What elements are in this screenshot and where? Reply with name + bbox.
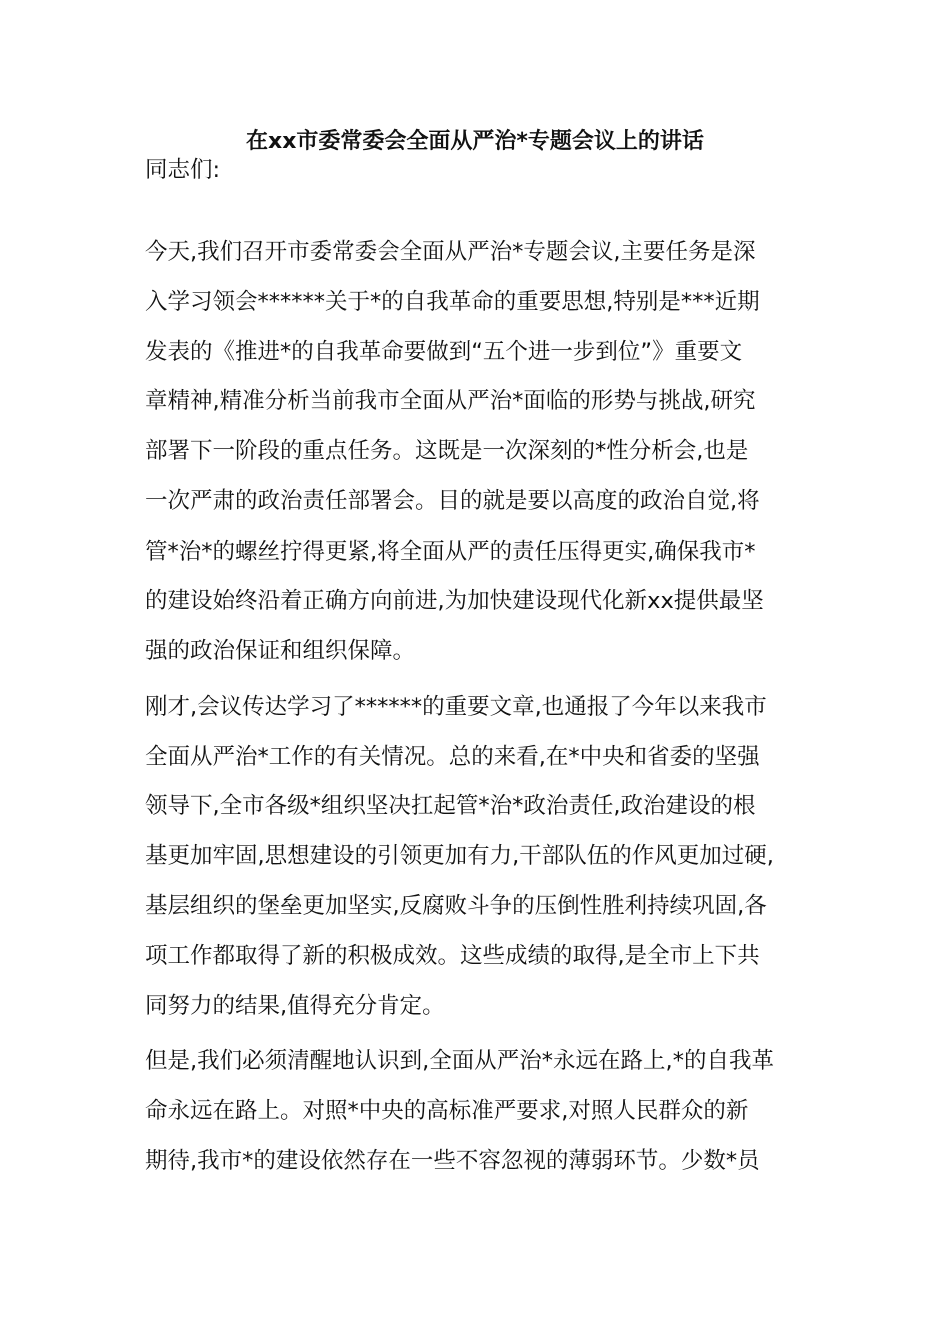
paragraph-line: 今天,我们召开市委常委会全面从严治*专题会议,主要任务是深 [145, 239, 756, 265]
paragraph-line: 管*治*的螺丝拧得更紧,将全面从严的责任压得更实,确保我市* [145, 539, 756, 565]
paragraph-line: 刚才,会议传达学习了******的重要文章,也通报了今年以来我市 [145, 694, 767, 720]
document-title: 在xx市委常委会全面从严治*专题会议上的讲话 [246, 129, 704, 154]
paragraph-line: 项工作都取得了新的积极成效。这些成绩的取得,是全市上下共 [145, 943, 760, 969]
paragraph-line: 同努力的结果,值得充分肯定。 [145, 993, 445, 1019]
paragraph-line: 发表的《推进*的自我革命要做到“五个进一步到位”》重要文 [145, 339, 743, 365]
salutation: 同志们: [145, 157, 221, 183]
paragraph-line: 领导下,全市各级*组织坚决扛起管*治*政治责任,政治建设的根 [145, 793, 756, 819]
paragraph-line: 全面从严治*工作的有关情况。总的来看,在*中央和省委的坚强 [145, 744, 760, 770]
paragraph-line: 但是,我们必须清醒地认识到,全面从严治*永远在路上,*的自我革 [145, 1048, 774, 1074]
paragraph-line: 章精神,精准分析当前我市全面从严治*面临的形势与挑战,研究 [145, 388, 756, 414]
paragraph-line: 基更加牢固,思想建设的引领更加有力,干部队伍的作风更加过硬, [145, 843, 774, 869]
paragraph-line: 命永远在路上。对照*中央的高标准严要求,对照人民群众的新 [145, 1098, 749, 1124]
paragraph-line: 部署下一阶段的重点任务。这既是一次深刻的*性分析会,也是 [145, 438, 749, 464]
paragraph-line: 一次严肃的政治责任部署会。目的就是要以高度的政治自觉,将 [145, 488, 760, 514]
paragraph-line: 期待,我市*的建设依然存在一些不容忽视的薄弱环节。少数*员 [145, 1148, 760, 1174]
paragraph-line: 的建设始终沿着正确方向前进,为加快建设现代化新xx提供最坚 [145, 588, 764, 614]
paragraph-line: 强的政治保证和组织保障。 [145, 638, 416, 664]
paragraph-line: 入学习领会******关于*的自我革命的重要思想,特别是***近期 [145, 289, 760, 315]
paragraph-line: 基层组织的堡垒更加坚实,反腐败斗争的压倒性胜利持续巩固,各 [145, 893, 767, 919]
